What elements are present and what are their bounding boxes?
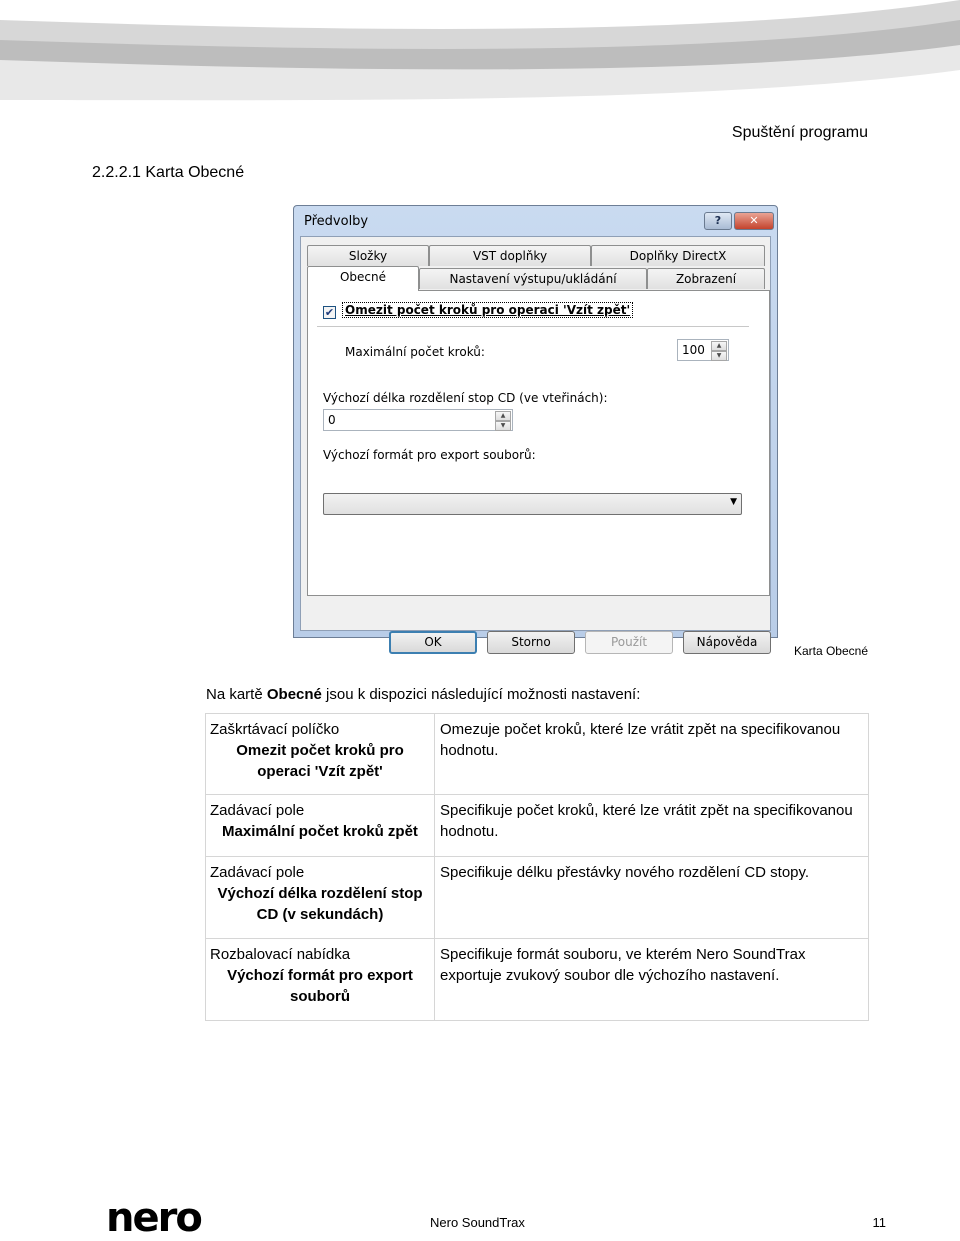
spin-down-icon[interactable]: ▼ (711, 351, 727, 361)
dialog-titlebar (294, 206, 777, 236)
export-format-label: Výchozí formát pro export souborů: (323, 448, 536, 462)
help-title-button[interactable]: ? (704, 212, 732, 230)
cd-split-spinbox[interactable] (323, 409, 513, 431)
table-row (206, 714, 869, 795)
close-button[interactable] (734, 212, 774, 230)
option-description: Specifikuje počet kroků, které lze vrátit zpět na specifikovanou hodnotu. (435, 795, 869, 857)
option-control-cell (206, 857, 435, 939)
option-name: Výchozí délka rozdělení stop CD (v sekundách) (217, 885, 423, 923)
option-description: Specifikuje délku přestávky nového rozdělení CD stopy. (435, 857, 869, 939)
tab-slozky[interactable]: Složky (307, 245, 429, 266)
table-row (206, 939, 869, 1021)
option-type: Rozbalovací nabídka (210, 946, 351, 963)
help-button[interactable]: Nápověda (683, 631, 771, 654)
option-description: Omezuje počet kroků, které lze vrátit zpět na specifikovanou hodnotu. (435, 714, 869, 795)
tab-zobrazeni[interactable]: Zobrazení (647, 268, 765, 289)
ok-button[interactable]: OK (389, 631, 477, 654)
check-icon: ✔ (324, 306, 335, 319)
footer-product: Nero SoundTrax (430, 1215, 525, 1230)
section-heading: 2.2.2.1 Karta Obecné (92, 164, 245, 181)
tab-page-general (307, 290, 770, 596)
tab-nastaveni-vystupu[interactable]: Nastavení výstupu/ukládání (419, 268, 647, 289)
close-icon: ✕ (749, 214, 759, 227)
cd-split-label: Výchozí délka rozdělení stop CD (ve vteřinách): (323, 391, 608, 405)
tab-vst-doplnky[interactable]: VST doplňky (429, 245, 591, 266)
export-format-dropdown[interactable] (323, 493, 742, 515)
max-steps-spinbox[interactable] (677, 339, 729, 361)
chapter-title: Spuštění programu (731, 124, 868, 141)
dialog-body (300, 236, 771, 649)
spin-up-icon[interactable]: ▲ (495, 411, 511, 421)
option-description: Specifikuje formát souboru, ve kterém Nero SoundTrax exportuje zvukový soubor dle výchozího nastavení. (435, 939, 869, 1021)
table-row (206, 857, 869, 939)
cancel-button[interactable]: Storno (487, 631, 575, 654)
limit-undo-checkbox[interactable] (323, 306, 336, 319)
apply-button[interactable]: Použít (585, 631, 673, 654)
dialog-title: Předvolby (304, 214, 369, 229)
intro-text-end: jsou k dispozici následující možnosti nastavení: (321, 686, 641, 703)
nero-logo: nero (106, 1195, 201, 1241)
group-separator (317, 326, 749, 327)
table-row (206, 795, 869, 857)
chevron-down-icon: ▼ (730, 497, 737, 507)
max-steps-value: 100 (682, 343, 705, 357)
option-control-cell (206, 939, 435, 1021)
preferences-dialog (293, 205, 778, 649)
tab-doplnky-directx[interactable]: Doplňky DirectX (591, 245, 765, 266)
option-type: Zadávací pole (210, 802, 305, 819)
header-swoosh-graphic (0, 0, 960, 110)
intro-paragraph (206, 686, 640, 703)
option-name: Výchozí formát pro export souborů (227, 967, 413, 1005)
max-steps-label: Maximální počet kroků: (345, 345, 485, 359)
option-name: Omezit počet kroků pro operaci 'Vzít zpět' (236, 742, 404, 780)
spin-up-icon[interactable]: ▲ (711, 341, 727, 351)
limit-undo-label[interactable]: Omezit počet kroků pro operaci 'Vzít zpět' (345, 303, 631, 317)
intro-bold: Obecné (266, 686, 322, 703)
spin-down-icon[interactable]: ▼ (495, 421, 511, 431)
options-table (205, 713, 869, 1021)
page-number: 11 (872, 1215, 886, 1230)
option-type: Zadávací pole (210, 864, 305, 881)
option-name: Maximální počet kroků zpět (222, 823, 418, 840)
cd-split-value: 0 (328, 413, 336, 427)
figure-caption: Karta Obecné (793, 644, 868, 658)
intro-text: Na kartě (206, 686, 267, 703)
option-type: Zaškrtávací políčko (210, 721, 340, 738)
option-control-cell (206, 714, 435, 795)
option-control-cell (206, 795, 435, 857)
tab-obecne[interactable]: Obecné (307, 266, 419, 291)
